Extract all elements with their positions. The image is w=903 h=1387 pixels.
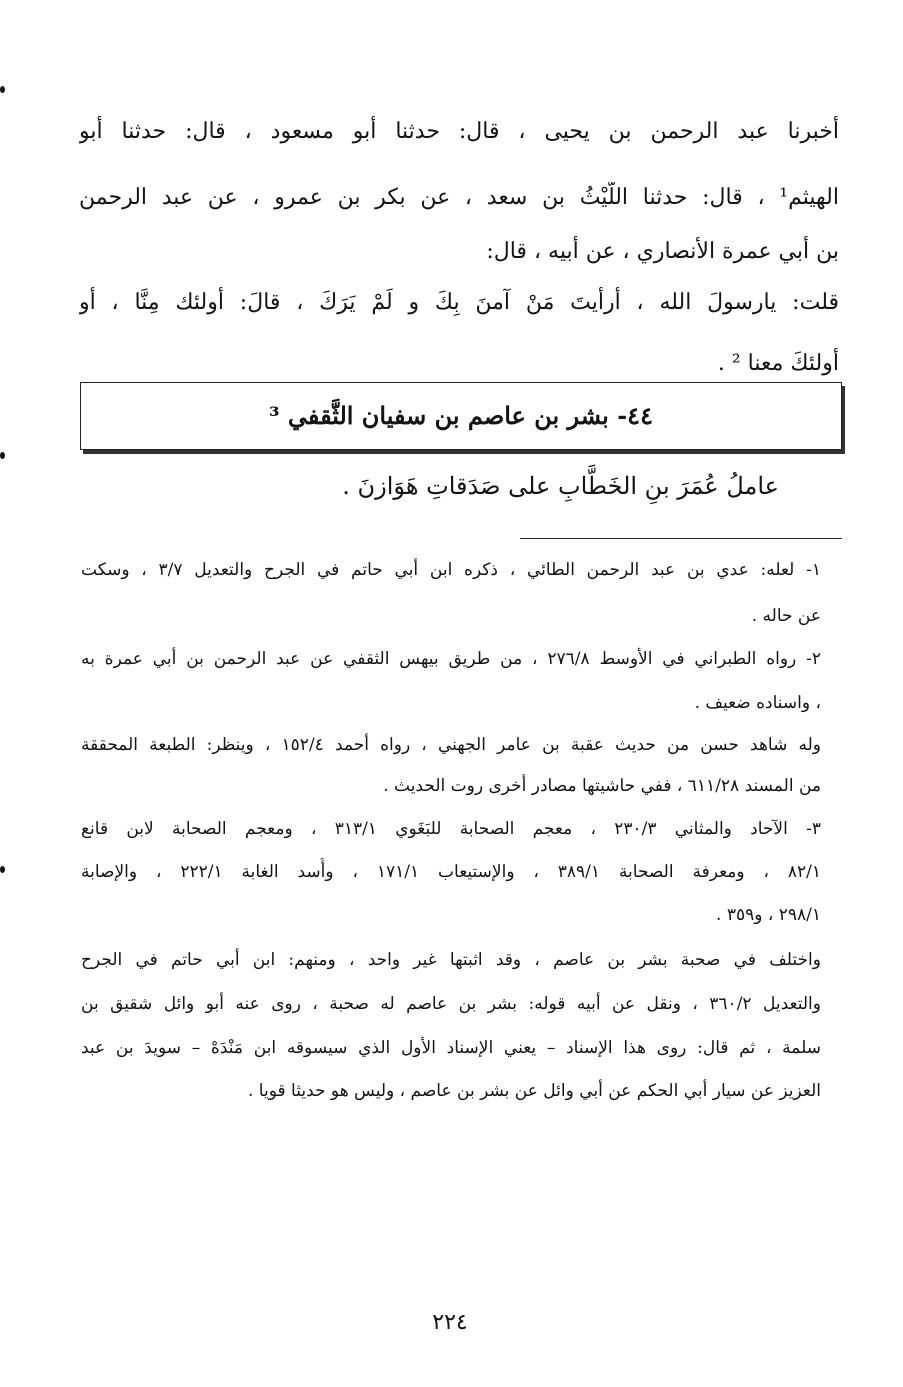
footnote-line: ٢٩٨/١ ، و٣٥٩ . (716, 905, 821, 925)
footnote-line: ، واسناده ضعيف . (694, 693, 821, 713)
footnote-line: وله شاهد حسن من حديث عقبة بن عامر الجهني ، رواه أحمد ١٥٢/٤ ، وينظر: الطبعة المحققة (81, 735, 821, 755)
main-text-line: أولئكَ معنا ² . (717, 351, 839, 376)
footnote-line: والتعديل ٣٦٠/٢ ، ونقل عن أبيه قوله: بشر بن عاصم له صحبة ، روى عنه أبو وائل شقيق بن (81, 994, 821, 1014)
footnote-separator (520, 538, 842, 539)
main-text-line: أخبرنا عبد الرحمن بن يحيى ، قال: حدثنا أبو مسعود ، قال: حدثنا أبو (79, 119, 839, 144)
footnote-line: ١- لعله: عدي بن عبد الرحمن الطائي ، ذكره ابن أبي حاتم في الجرح والتعديل ٣/٧ ، وسكت (81, 560, 821, 580)
footnote-line: ٢- رواه الطبراني في الأوسط ٢٧٦/٨ ، من طريق بيهس الثقفي عن عبد الرحمن بن أبي عمرة به (81, 649, 821, 669)
section-heading: ٤٤- بشر بن عاصم بن سفيان الثَّقفي ³ (80, 382, 842, 450)
margin-mark (0, 86, 5, 93)
footnote-line: واختلف في صحبة بشر بن عاصم ، وقد اثبتها غير واحد ، ومنهم: ابن أبي حاتم في الجرح (81, 950, 821, 970)
margin-mark (0, 866, 5, 873)
footnote-line: ٣- الآحاد والمثاني ٢٣٠/٣ ، معجم الصحابة للبَغَوي ٣١٣/١ ، ومعجم الصحابة لابن قانع (81, 819, 821, 839)
footnote-line: العزيز عن سيار أبي الحكم عن أبي وائل عن بشر بن عاصم ، وليس هو حديثا قويا . (248, 1081, 821, 1101)
main-text-line: قلت: يارسولَ الله ، أرأيتَ مَنْ آمنَ بِكَ و لَمْ يَرَكَ ، قالَ: أولئك مِنَّا ، أو (79, 290, 839, 315)
page-number: ٢٢٤ (432, 1310, 468, 1335)
footnote-line: ٨٢/١ ، ومعرفة الصحابة ٣٨٩/١ ، والإستيعاب ١٧١/١ ، وأُسد الغابة ٢٢٢/١ ، والإصابة (81, 862, 821, 882)
footnote-line: سلمة ، ثم قال: روى هذا الإسناد – يعني الإسناد الأول الذي سيسوقه ابن مَنْدَهْ – سويدَ بن عبد (81, 1038, 821, 1058)
section-subtitle: عاملُ عُمَرَ بنِ الخَطَّابِ على صَدَقاتِ هَوَازنَ . (342, 472, 779, 500)
footnote-line: من المسند ٦١١/٢٨ ، ففي حاشيتها مصادر أخرى روت الحديث . (383, 776, 821, 796)
footnote-line: عن حاله . (751, 606, 821, 626)
main-text-line: الهيثم¹ ، قال: حدثنا اللَّيْثُ بن سعد ، عن بكر بن عمرو ، عن عبد الرحمن (79, 185, 839, 210)
main-text-line: بن أبي عمرة الأنصاري ، عن أبيه ، قال: (486, 239, 839, 264)
margin-mark (0, 452, 5, 459)
